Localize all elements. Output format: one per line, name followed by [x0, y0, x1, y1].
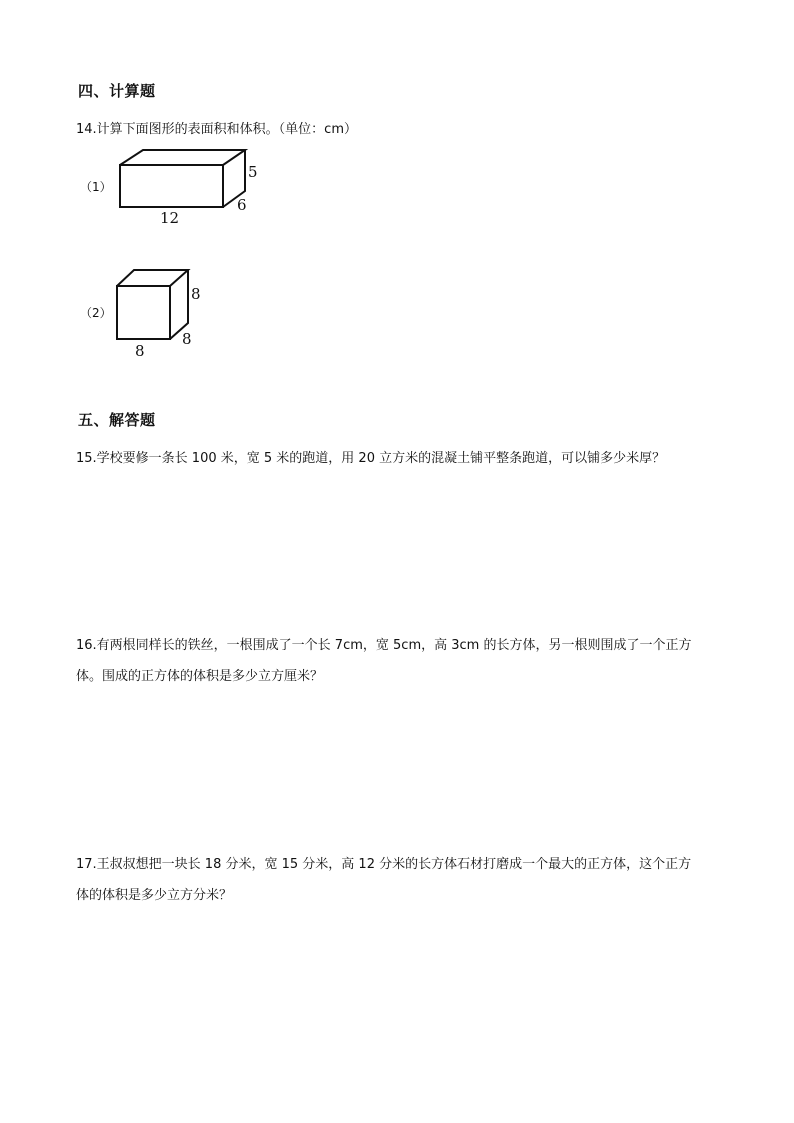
- cube-length-label: 8: [135, 342, 145, 360]
- question-15-text: 15.学校要修一条长 100 米，宽 5 米的跑道，用 20 立方米的混凝土铺平整条跑道，可以铺多少米厚？: [76, 451, 666, 466]
- cube-side-face: [170, 270, 188, 339]
- cuboid-width-label: 6: [237, 196, 247, 214]
- cuboid-front-face: [120, 165, 223, 207]
- question-14-text: 14.计算下面图形的表面积和体积。（单位：cm）: [76, 122, 357, 137]
- cube-top-face: [117, 270, 188, 286]
- figure-2-label: （2）: [80, 306, 112, 320]
- cuboid-length-label: 12: [160, 209, 180, 227]
- question-16-line-1: 16.有两根同样长的铁丝，一根围成了一个长 7cm，宽 5cm，高 3cm 的长方体，另一根则围成了一个正方: [76, 638, 692, 653]
- question-17-line-2: 体的体积是多少立方分米？: [76, 888, 233, 903]
- cube-front-face: [117, 286, 170, 339]
- figure-1-label: （1）: [80, 180, 112, 194]
- cube-width-label: 8: [182, 330, 192, 348]
- question-16-line-2: 体。围成的正方体的体积是多少立方厘米？: [76, 669, 324, 684]
- cuboid-figure: [115, 145, 255, 215]
- cuboid-top-face: [120, 150, 245, 165]
- cuboid-height-label: 5: [248, 163, 258, 181]
- section-title-calc: 四、计算题: [78, 82, 156, 100]
- cube-height-label: 8: [191, 285, 201, 303]
- section-title-solve: 五、解答题: [78, 411, 156, 429]
- question-17-line-1: 17.王叔叔想把一块长 18 分米，宽 15 分米，高 12 分米的长方体石材打磨成一个最大的正方体，这个正方: [76, 857, 692, 872]
